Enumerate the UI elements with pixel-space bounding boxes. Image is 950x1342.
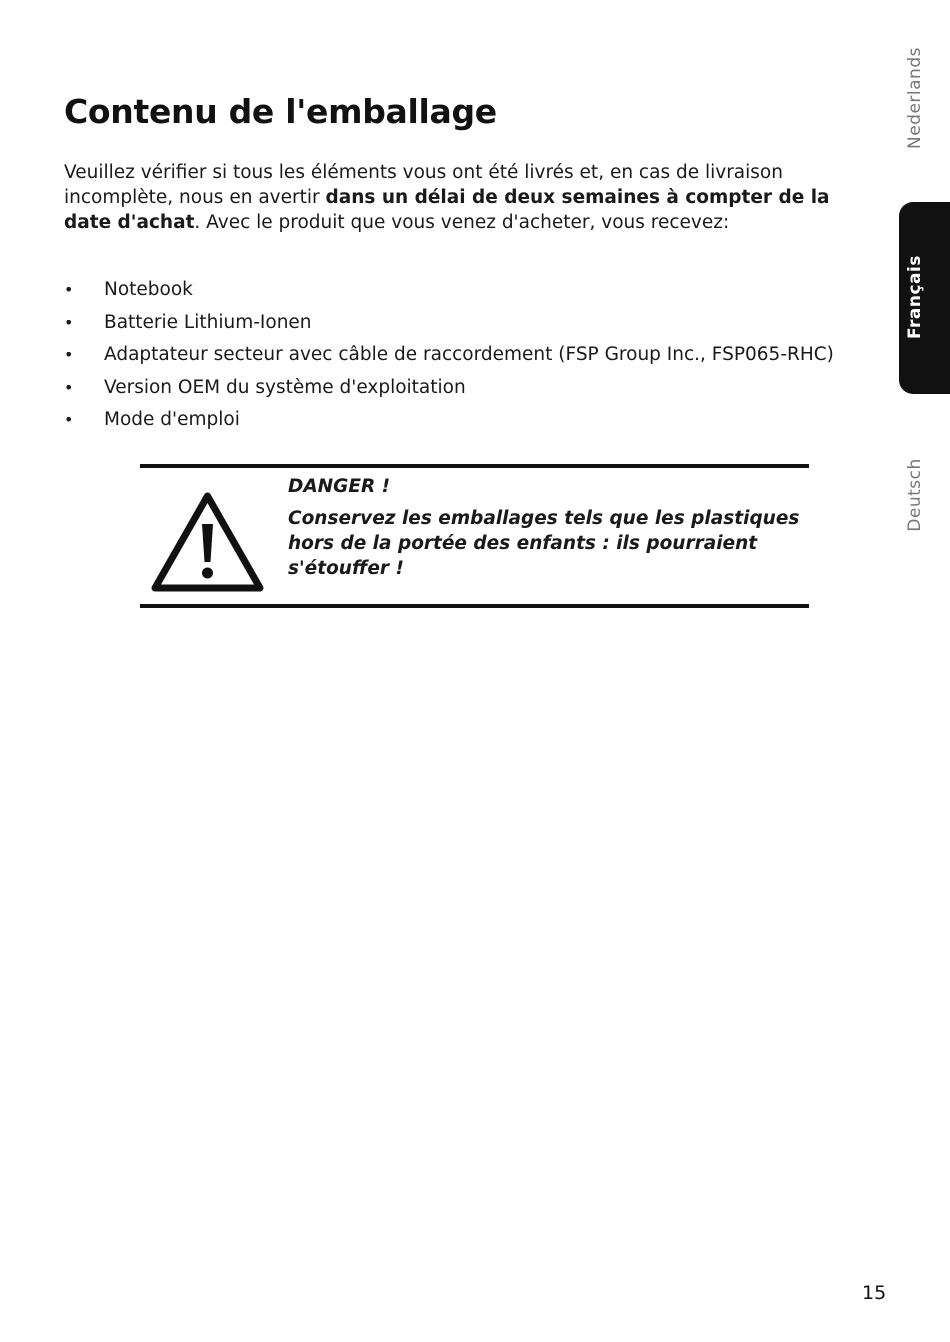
warning-top-rule <box>140 464 809 468</box>
bullet-icon: • <box>64 377 74 397</box>
intro-text-end: . Avec le produit que vous venez d'acheter, vous recevez: <box>194 212 730 233</box>
list-item-label: Batterie Lithium-Ionen <box>104 311 312 333</box>
list-item <box>64 375 864 408</box>
intro-text-start: Veuillez vérifier si tous les éléments vous ont été livrés et, en cas de livraison incomplète, nous en avertir <box>64 162 783 208</box>
bullet-icon: • <box>64 280 74 299</box>
page-title: Contenu de l'emballage <box>64 92 497 131</box>
warning-text: Conservez les emballages tels que les plastiques hors de la portée des enfants : ils pourraient s'étouffer ! <box>288 508 800 579</box>
side-tab-nederlands: Nederlands <box>905 47 925 149</box>
bullet-icon: • <box>64 345 74 364</box>
list-item-label: Mode d'emploi <box>104 409 240 430</box>
side-tab-francais: Français <box>905 255 925 339</box>
list-item <box>64 310 864 343</box>
list-item-label: Notebook <box>104 279 193 300</box>
bullet-icon: • <box>64 312 74 332</box>
warning-bottom-rule <box>140 604 809 608</box>
package-contents-list <box>64 277 864 440</box>
side-tab-deutsch: Deutsch <box>905 458 925 532</box>
intro-paragraph <box>64 160 874 235</box>
page-number: 15 <box>862 1282 887 1304</box>
list-item <box>64 407 864 440</box>
bullet-icon: • <box>64 410 74 429</box>
list-item <box>64 277 864 310</box>
list-item-label: Version OEM du système d'exploitation <box>104 376 466 398</box>
list-item-label: Adaptateur secteur avec câble de raccordement (FSP Group Inc., FSP065-RHC) <box>104 344 834 365</box>
warning-heading: DANGER ! <box>288 476 391 497</box>
intro-text-bold: dans un délai de deux semaines à compter de la date d'achat <box>64 187 830 233</box>
warning-triangle-icon <box>150 490 265 594</box>
list-item <box>64 342 864 375</box>
